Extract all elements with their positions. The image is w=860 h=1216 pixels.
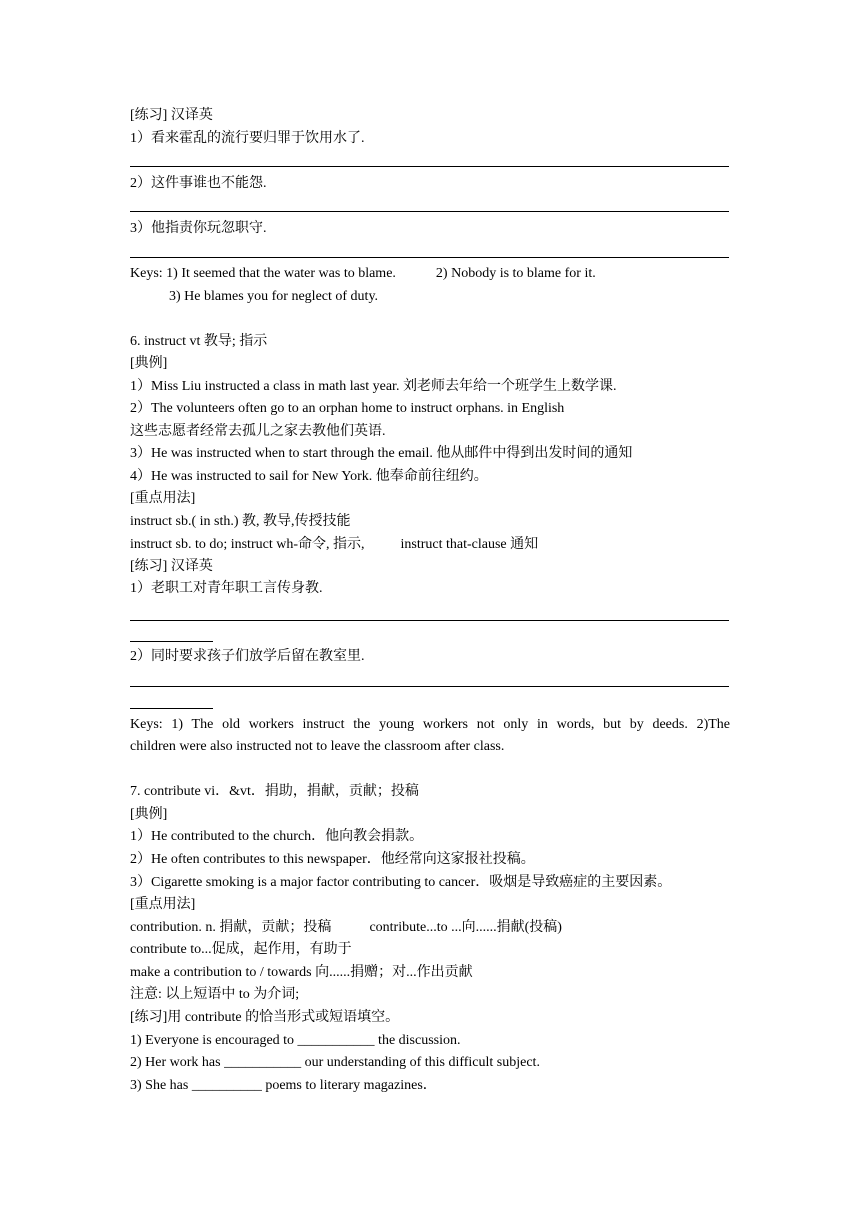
usage-3: make a contribution to / towards 向......捐赠；对...作出贡献: [130, 965, 473, 980]
answer-line-1-continued[interactable]: [130, 641, 213, 642]
usage-2-part-a: instruct sb. to do; instruct wh-命令, 指示,: [130, 537, 365, 552]
example-4: 4）He was instructed to sail for New York. 他奉命前往纽约。: [130, 469, 488, 484]
fill-in-1: 1) Everyone is encouraged to ___________ the discussion.: [130, 1033, 461, 1048]
exercise-question-1: 1）看来霍乱的流行要归罪于饮用水了.: [130, 131, 365, 146]
answer-line-1[interactable]: [130, 166, 729, 167]
usage-label: [重点用法]: [130, 897, 196, 912]
keys-line-1: Keys: 1) The old workers instruct the young workers not only in words, but by deeds. 2)The: [130, 717, 730, 732]
fill-in-3: 3) She has __________ poems to literary magazines．: [130, 1078, 437, 1093]
example-1: 1）He contributed to the church．他向教会捐款。: [130, 829, 424, 844]
answer-line-2-continued[interactable]: [130, 708, 213, 709]
usage-1: [130, 918, 730, 938]
usage-2: contribute to...促成，起作用，有助于: [130, 942, 352, 957]
examples-label: [典例]: [130, 356, 168, 371]
keys-line-2: children were also instructed not to leave the classroom after class.: [130, 739, 505, 754]
example-1: 1）Miss Liu instructed a class in math last year. 刘老师去年给一个班学生上数学课.: [130, 379, 617, 394]
example-3: 3）He was instructed when to start through the email. 他从邮件中得到出发时间的通知: [130, 446, 633, 461]
usage-2: [130, 535, 730, 555]
exercise-question-1: 1）老职工对青年职工言传身教.: [130, 581, 323, 596]
answer-line-2[interactable]: [130, 211, 729, 212]
usage-1: instruct sb.( in sth.) 教, 教导,传授技能: [130, 514, 351, 529]
exercise-title: [练习] 汉译英: [130, 559, 213, 574]
key-2: 2) Nobody is to blame for it.: [435, 266, 596, 281]
usage-1-part-b: contribute...to ...向......捐献(投稿): [369, 920, 562, 935]
exercise-question-2: 2）这件事谁也不能怨.: [130, 176, 267, 191]
answer-line-1[interactable]: [130, 620, 729, 621]
section-6-heading: 6. instruct vt 教导; 指示: [130, 334, 268, 349]
usage-note: 注意: 以上短语中 to 为介词;: [130, 987, 300, 1002]
example-2-translation: 这些志愿者经常去孤儿之家去教他们英语.: [130, 424, 386, 439]
exercise-question-3: 3）他指责你玩忽职守.: [130, 221, 267, 236]
exercise-title: [练习] 汉译英: [130, 108, 213, 123]
example-3: 3）Cigarette smoking is a major factor contributing to cancer．吸烟是导致癌症的主要因素。: [130, 875, 672, 890]
key-3: 3) He blames you for neglect of duty.: [169, 289, 379, 304]
answer-line-2[interactable]: [130, 686, 729, 687]
keys-line: [130, 264, 730, 284]
examples-label: [典例]: [130, 807, 168, 822]
usage-1-part-a: contribution. n. 捐献，贡献；投稿: [130, 920, 332, 935]
section-7-heading: 7. contribute vi．&vt．捐助，捐献，贡献；投稿: [130, 784, 419, 799]
example-2: 2）The volunteers often go to an orphan home to instruct orphans. in English: [130, 401, 565, 416]
usage-2-part-b: instruct that-clause 通知: [400, 537, 539, 552]
exercise-title: [练习]用 contribute 的恰当形式或短语填空。: [130, 1010, 400, 1025]
answer-line-3[interactable]: [130, 257, 729, 258]
usage-label: [重点用法]: [130, 491, 196, 506]
fill-in-2: 2) Her work has ___________ our understanding of this difficult subject.: [130, 1055, 540, 1070]
exercise-question-2: 2）同时要求孩子们放学后留在教室里.: [130, 649, 365, 664]
example-2: 2）He often contributes to this newspaper．他经常向这家报社投稿。: [130, 852, 535, 867]
key-1: Keys: 1) It seemed that the water was to blame.: [130, 266, 396, 281]
